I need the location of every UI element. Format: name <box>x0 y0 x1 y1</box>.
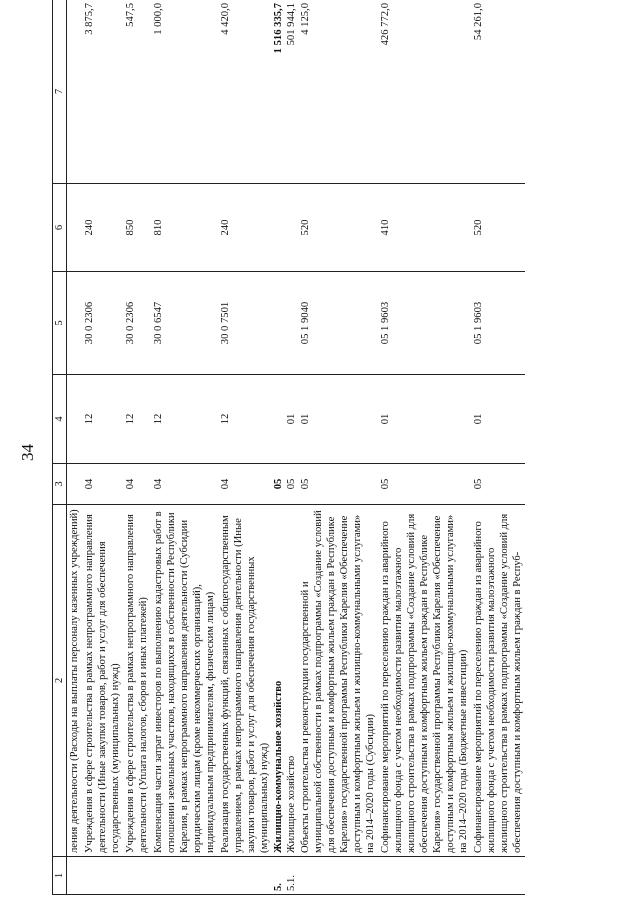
table-row <box>151 0 218 895</box>
target-article-code: 05 1 9603 <box>378 272 471 375</box>
section-code: 04 <box>218 464 272 505</box>
target-article-code: 05 1 9603 <box>471 272 525 375</box>
subsection-code <box>67 375 83 464</box>
row-name: Учреждения в сфере строительства в рамках непрограммного направления деятельности (Иные закупки товаров, работ и услуг для обеспечения государственных (муниципальных) нужд) <box>82 505 123 857</box>
expense-type-code: 240 <box>218 184 272 272</box>
row-name: ления деятельности (Расходы на выплаты персоналу казенных учреждений) <box>67 505 83 857</box>
row-amount: 54 261,0 <box>471 0 525 184</box>
row-number <box>218 857 272 895</box>
subsection-code: 12 <box>151 375 218 464</box>
row-number <box>378 857 471 895</box>
subsection-code: 01 <box>285 375 298 464</box>
subsection-code: 01 <box>298 375 378 464</box>
row-amount <box>67 0 83 184</box>
row-amount: 426 772,0 <box>378 0 471 184</box>
section-code: 05 <box>298 464 378 505</box>
target-article-code: 30 0 6547 <box>151 272 218 375</box>
subsection-code: 12 <box>123 375 151 464</box>
section-code: 04 <box>151 464 218 505</box>
row-name: Учреждения в сфере строительства в рамках непрограммного направления деятельности (Уплата налогов, сборов и иных платежей) <box>123 505 151 857</box>
row-amount: 3 875,7 <box>82 0 123 184</box>
row-number: 5.1. <box>285 857 298 895</box>
section-code: 04 <box>123 464 151 505</box>
target-article-code <box>67 272 83 375</box>
target-article-code: 30 0 7501 <box>218 272 272 375</box>
column-header: 6 <box>53 184 67 272</box>
target-article-code <box>272 272 285 375</box>
row-amount: 1 516 335,7 <box>272 0 285 184</box>
row-name: Реализация государственных функций, связанных с общегосударственным управлением, в рамках непрограммного направления деятельности (Иные закупки товаров, работ и услуг для обеспечения государственных (муниципальных) нужд) <box>218 505 272 857</box>
table-row <box>285 0 298 895</box>
table-body <box>67 0 526 895</box>
table-row <box>123 0 151 895</box>
table-row <box>218 0 272 895</box>
row-number <box>82 857 123 895</box>
row-amount: 1 000,0 <box>151 0 218 184</box>
expense-type-code: 520 <box>298 184 378 272</box>
expense-type-code: 410 <box>378 184 471 272</box>
section-code <box>67 464 83 505</box>
table-row <box>82 0 123 895</box>
section-code: 05 <box>378 464 471 505</box>
row-amount: 547,5 <box>123 0 151 184</box>
row-number <box>298 857 378 895</box>
subsection-code: 12 <box>218 375 272 464</box>
expense-type-code: 810 <box>151 184 218 272</box>
budget-table <box>52 0 525 895</box>
subsection-code <box>272 375 285 464</box>
column-header: 5 <box>53 272 67 375</box>
table-row <box>471 0 525 895</box>
column-header: 3 <box>53 464 67 505</box>
row-amount: 4 125,0 <box>298 0 378 184</box>
row-number <box>67 857 83 895</box>
column-header: 7 <box>53 0 67 184</box>
table-row <box>298 0 378 895</box>
section-code: 04 <box>82 464 123 505</box>
section-code: 05 <box>272 464 285 505</box>
page-number: 34 <box>18 444 37 461</box>
expense-type-code <box>272 184 285 272</box>
subsection-code: 01 <box>378 375 471 464</box>
expense-type-code <box>67 184 83 272</box>
expense-type-code <box>285 184 298 272</box>
target-article-code: 30 0 2306 <box>82 272 123 375</box>
expense-type-code: 240 <box>82 184 123 272</box>
row-number: 5. <box>272 857 285 895</box>
row-number <box>151 857 218 895</box>
target-article-code: 05 1 9040 <box>298 272 378 375</box>
column-header: 2 <box>53 505 67 857</box>
table-row <box>272 0 285 895</box>
subsection-code: 12 <box>82 375 123 464</box>
row-name: Жилищно-коммунальное хозяйство <box>272 505 285 857</box>
column-header: 1 <box>53 857 67 895</box>
column-number-row <box>53 0 67 895</box>
row-name: Жилищное хозяйство <box>285 505 298 857</box>
table-row <box>67 0 83 895</box>
subsection-code: 01 <box>471 375 525 464</box>
target-article-code <box>285 272 298 375</box>
column-header: 4 <box>53 375 67 464</box>
row-number <box>471 857 525 895</box>
row-number <box>123 857 151 895</box>
table-row <box>378 0 471 895</box>
row-amount: 501 944,1 <box>285 0 298 184</box>
row-name: Софинансирование мероприятий по переселению граждан из аварийного жилищного фонда с учетом необходимости развития малоэтажного жилищного строительства в рамках подпрограммы «Создание условий для обеспечения доступным и комфортным жильем граждан в Респуб- <box>471 505 525 857</box>
row-amount: 4 420,0 <box>218 0 272 184</box>
row-name: Объекты строительства и реконструкции государственной и муниципальной собственности в рамках подпрограммы «Создание условий для обеспечения доступным и комфортным жильем граждан в Республике Карелия» государственной программы Республики Карелия «Обеспечение доступным и комфортным жильем и жилищно-коммунальными услугами» на 2014–2020 годы (Субсидии) <box>298 505 378 857</box>
row-name: Компенсация части затрат инвесторов по выполнению кадастровых работ в отношении земельных участков, находящихся в собственности Республики Карелия, в рамках непрограммного направления деятельности (Субсидии юридическим лицам (кроме некоммерческих организаций), индивидуальным предпринимателям, физическим лицам) <box>151 505 218 857</box>
expense-type-code: 850 <box>123 184 151 272</box>
target-article-code: 30 0 2306 <box>123 272 151 375</box>
row-name: Софинансирование мероприятий по переселению граждан из аварийного жилищного фонда с учетом необходимости развития малоэтажного жилищного строительства в рамках подпрограммы «Создание условий для обеспечения доступным и комфортным жильем граждан в Республике Карелия» государственной программы Республики Карелия «Обеспечение доступным и комфортным жильем и жилищно-коммунальными услугами» на 2014–2020 годы (Бюджетные инвестиции) <box>378 505 471 857</box>
section-code: 05 <box>471 464 525 505</box>
expense-type-code: 520 <box>471 184 525 272</box>
section-code: 05 <box>285 464 298 505</box>
